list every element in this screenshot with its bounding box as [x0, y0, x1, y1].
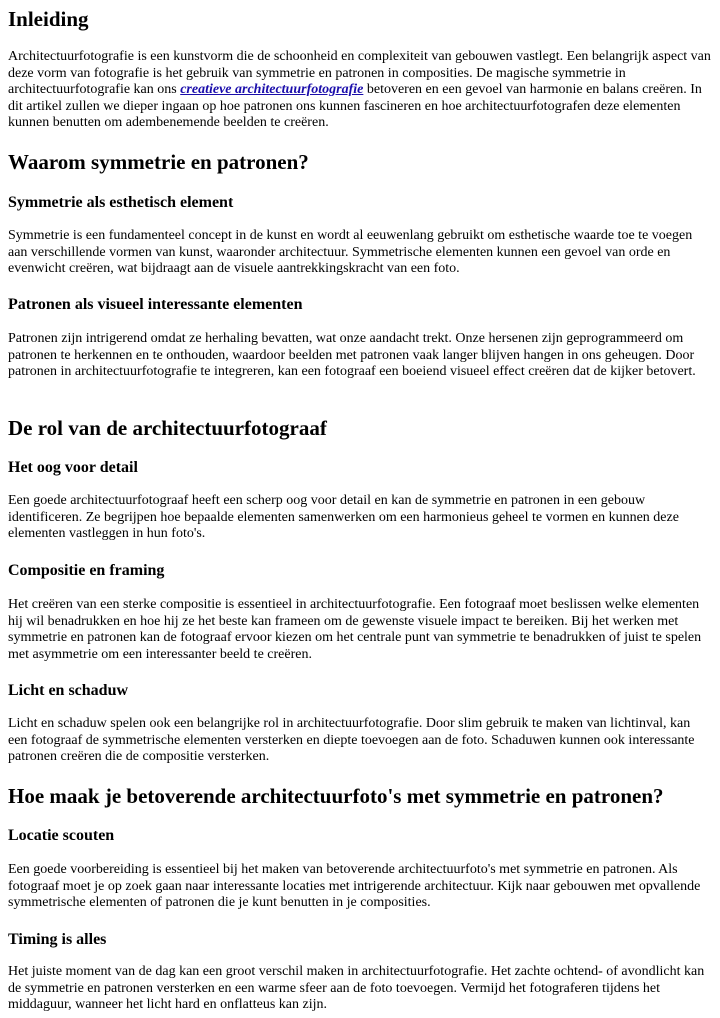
intro-text-after-link: betoveren en een gevoel van harmonie en balans creëren. In dit artikel zullen we dieper ingaan op hoe patronen ons kunnen fascineren en hoe architectuurfotografen deze elementen kunnen benutten om adembenemende beelden te creëren. [8, 82, 702, 130]
heading-photographer-role: De rol van de architectuurfotograaf [8, 416, 327, 440]
intro-paragraph [8, 49, 716, 132]
subheading-location-scouting: Locatie scouten [8, 827, 115, 844]
intro-text-before-link: Architectuurfotografie is een kunstvorm die de schoonheid en complexiteit van gebouwen vastlegt. Een belangrijk aspect van deze vorm van fotografie is het gebruik van symmetrie en patronen in composities. De magische symmetrie in architectuurfotografie kan ons [8, 49, 711, 97]
subheading-symmetry-aesthetic: Symmetrie als esthetisch element [8, 194, 234, 211]
paragraph-eye-for-detail: Een goede architectuurfotograaf heeft een scherp oog voor detail en kan de symmetrie en patronen in een gebouw identificeren. Ze begrijpen hoe bepaalde elementen samenwerken om een harmonieus geheel te vormen en kunnen deze elementen vastleggen in hun foto's. [8, 493, 679, 541]
subheading-composition-framing: Compositie en framing [8, 562, 165, 579]
subheading-light-shadow: Licht en schaduw [8, 682, 129, 699]
subheading-timing: Timing is alles [8, 931, 107, 948]
heading-how-to: Hoe maak je betoverende architectuurfoto's met symmetrie en patronen? [8, 784, 664, 808]
heading-why-symmetry: Waarom symmetrie en patronen? [8, 150, 309, 174]
paragraph-symmetry-aesthetic: Symmetrie is een fundamenteel concept in de kunst en wordt al eeuwenlang gebruikt om esthetische waarde toe te voegen aan verschillende vormen van kunst, waaronder architectuur. Symmetrische elementen kunnen een gevoel van orde en evenwicht creëren, wat bijdraagt aan de visuele aantrekkingskracht van een foto. [8, 228, 693, 276]
paragraph-location-scouting: Een goede voorbereiding is essentieel bij het maken van betoverende architectuurfoto's met symmetrie en patronen. Als fotograaf moet je op zoek gaan naar interessante locaties met intrigerende architectuur. Kijk naar gebouwen met opvallende symmetrische elementen of patronen die je kunt benutten in je composities. [8, 862, 701, 910]
paragraph-patterns-visual: Patronen zijn intrigerend omdat ze herhaling bevatten, wat onze aandacht trekt. Onze hersenen zijn geprogrammeerd om patronen te herkennen en te onthouden, waardoor beelden met patronen vaak langer blijven hangen in ons geheugen. Door patronen in architectuurfotografie te integreren, kan een fotograaf een boeiend visueel effect creëren dat de kijker betovert. [8, 331, 696, 379]
creative-architecture-photography-link[interactable]: creatieve architectuurfotografie [180, 82, 364, 97]
paragraph-timing: Het juiste moment van de dag kan een groot verschil maken in architectuurfotografie. Het zachte ochtend- of avondlicht kan de symmetrie en patronen versterken en een warme sfeer aan de foto toevoegen. Vermijd het fotograferen tijdens het middaguur, wanneer het licht hard en onflatteus kan zijn. [8, 964, 705, 1012]
heading-inleiding: Inleiding [8, 7, 89, 31]
subheading-eye-for-detail: Het oog voor detail [8, 459, 138, 476]
paragraph-composition-framing: Het creëren van een sterke compositie is essentieel in architectuurfotografie. Een fotograaf moet beslissen welke elementen hij wil benadrukken en hoe hij ze het beste kan frameen om de gewenste visuele impact te bereiken. Bij het werken met symmetrie en patronen kan de fotograaf ervoor kiezen om het centrale punt van symmetrie te benadrukken of juist te spelen met asymmetrie om een interessanter beeld te creëren. [8, 597, 702, 662]
subheading-patterns-visual: Patronen als visueel interessante elementen [8, 296, 303, 313]
paragraph-light-shadow: Licht en schaduw spelen ook een belangrijke rol in architectuurfotografie. Door slim gebruik te maken van lichtinval, kan een fotograaf de symmetrische elementen versterken en diepte toevoegen aan de foto. Schaduwen kunnen ook interessante patronen creëren die de compositie versterken. [8, 716, 695, 764]
